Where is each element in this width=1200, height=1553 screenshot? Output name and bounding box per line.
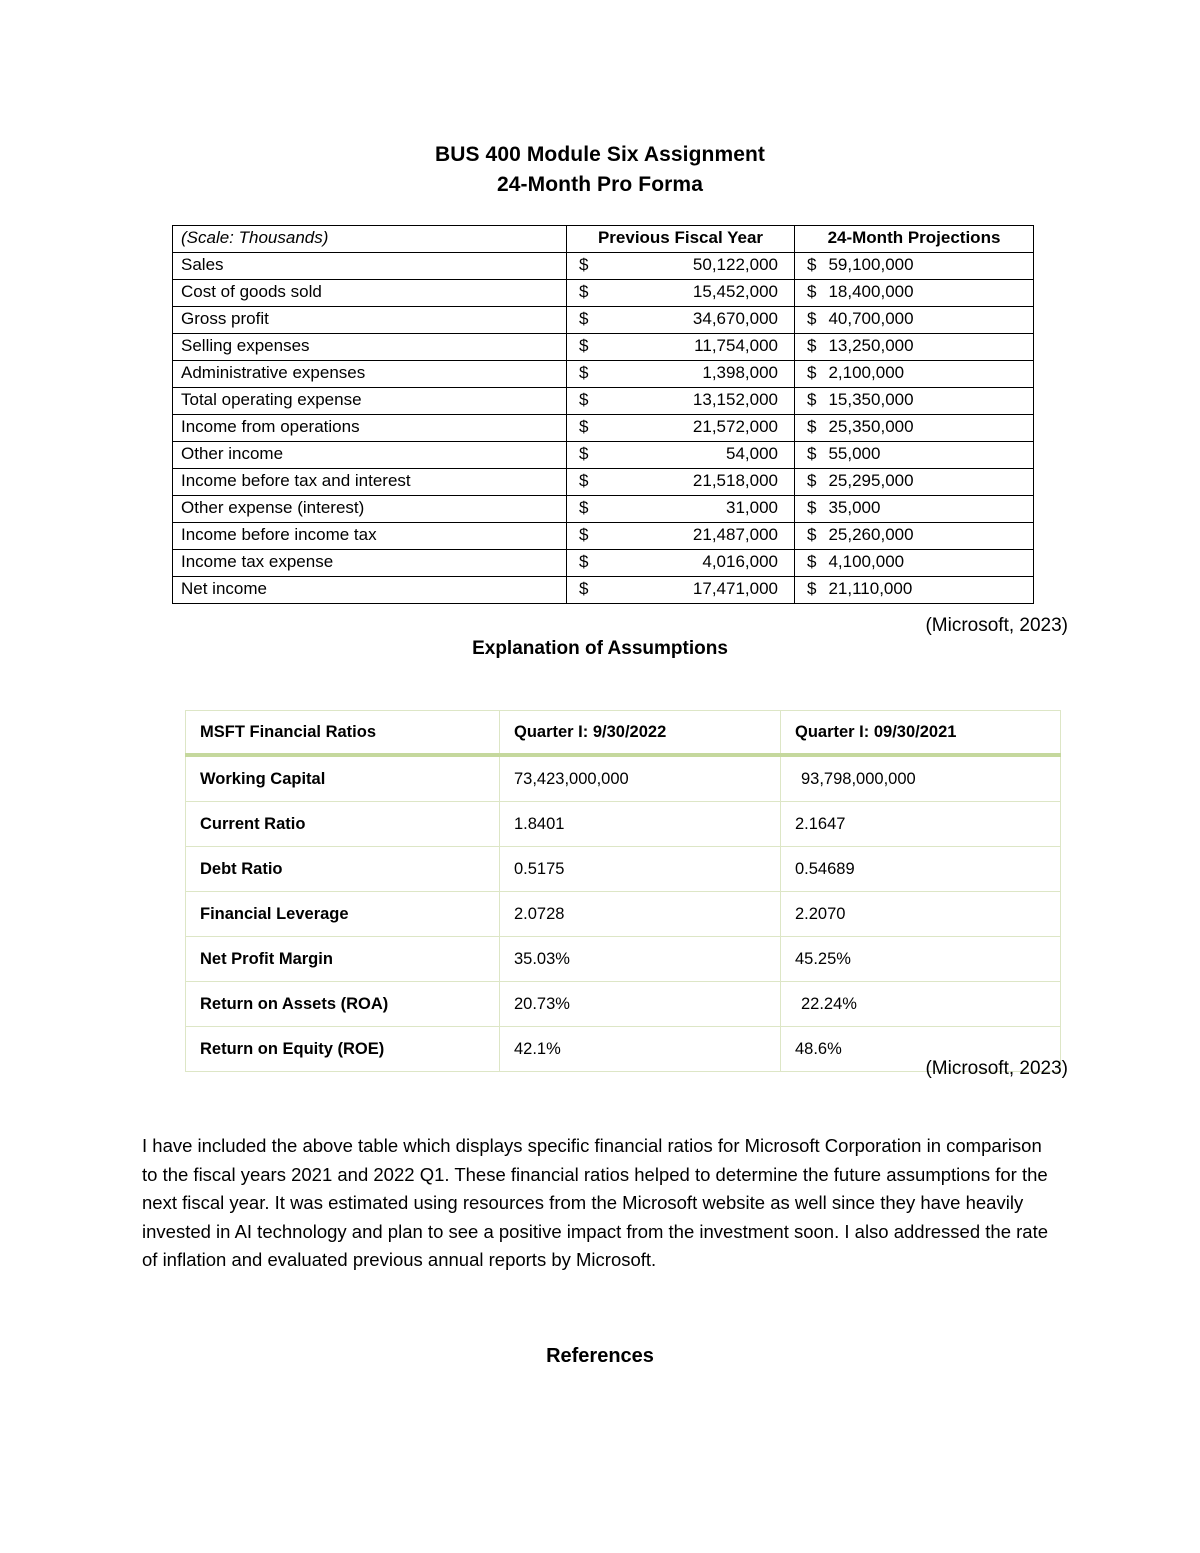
table-row [173,469,1034,496]
currency-symbol: $ [807,309,817,329]
amount-value: 55,000 [828,444,881,464]
currency-symbol: $ [807,282,817,302]
ratios-header-row [186,711,1061,756]
ratio-name: Return on Equity (ROE) [186,1027,500,1072]
pro-forma-row-previous [567,253,795,280]
table-row [173,415,1034,442]
ratio-value-q2022: 2.0728 [500,892,781,937]
assumptions-heading: Explanation of Assumptions [472,638,728,659]
ratio-value-q2021: 48.6% [781,1027,1061,1072]
ratio-name: Working Capital [186,755,500,802]
citation-pro-forma: (Microsoft, 2023) [925,615,1068,636]
currency-symbol: $ [579,282,589,302]
amount-value: 21,110,000 [828,579,913,599]
table-row [173,388,1034,415]
pro-forma-table-head [173,226,1034,253]
pro-forma-row-previous [567,334,795,361]
pro-forma-row-label: Other expense (interest) [173,496,567,523]
table-row [173,361,1034,388]
pro-forma-row-label: Other income [173,442,567,469]
pro-forma-row-label: Income before income tax [173,523,567,550]
table-row [173,280,1034,307]
pro-forma-row-previous [567,496,795,523]
ratio-value-q2021: 93,798,000,000 [781,755,1061,802]
table-row [186,802,1061,847]
currency-symbol: $ [579,471,589,491]
amount-value: 54,000 [726,444,778,464]
table-row [173,496,1034,523]
ratio-name: Current Ratio [186,802,500,847]
pro-forma-row-previous [567,550,795,577]
amount-value: 11,754,000 [694,336,778,356]
currency-symbol: $ [579,552,589,572]
pro-forma-row-label: Gross profit [173,307,567,334]
pro-forma-row-label: Selling expenses [173,334,567,361]
pro-forma-row-label: Income tax expense [173,550,567,577]
pro-forma-row-projection [795,415,1034,442]
pro-forma-row-label: Cost of goods sold [173,280,567,307]
amount-value: 13,250,000 [828,336,914,356]
ratio-value-q2021: 0.54689 [781,847,1061,892]
currency-symbol: $ [807,444,817,464]
pro-forma-row-projection [795,469,1034,496]
ratio-value-q2022: 42.1% [500,1027,781,1072]
document-subtitle-line-2: 24-Month Pro Forma [497,173,703,196]
pro-forma-row-projection [795,523,1034,550]
pro-forma-header-previous: Previous Fiscal Year [567,226,795,253]
pro-forma-header-scale: (Scale: Thousands) [173,226,567,253]
pro-forma-row-previous [567,307,795,334]
ratio-value-q2022: 20.73% [500,982,781,1027]
amount-value: 25,295,000 [828,471,914,491]
ratio-name: Financial Leverage [186,892,500,937]
pro-forma-row-projection [795,388,1034,415]
amount-value: 25,260,000 [828,525,914,545]
currency-symbol: $ [807,471,817,491]
financial-ratios-table [185,710,1061,1072]
table-row [173,442,1034,469]
pro-forma-row-label: Income from operations [173,415,567,442]
pro-forma-row-projection [795,550,1034,577]
pro-forma-table-body [173,253,1034,604]
pro-forma-row-label: Net income [173,577,567,604]
table-row [186,982,1061,1027]
body-paragraph: I have included the above table which displays specific financial ratios for Microsoft Corporation in comparison to the fiscal years 2021 and 2022 Q1. These financial ratios helped to determine the future assumptions for the next fiscal year. It was estimated using resources from the Microsoft website as well since they have heavily invested in AI technology and plan to see a positive impact from the investment soon. I also addressed the rate of inflation and evaluated previous annual reports by Microsoft. [142,1135,1049,1270]
document-title-line-1: BUS 400 Module Six Assignment [434,143,766,166]
currency-symbol: $ [807,363,817,383]
amount-value: 21,572,000 [692,417,778,437]
currency-symbol: $ [579,309,589,329]
table-row [186,847,1061,892]
pro-forma-table [172,225,1034,604]
amount-value: 4,100,000 [828,552,905,572]
table-row [186,892,1061,937]
amount-value: 34,670,000 [692,309,778,329]
currency-symbol: $ [807,525,817,545]
currency-symbol: $ [579,525,589,545]
ratios-table-head [186,711,1061,756]
ratio-value-q2021: 2.1647 [781,802,1061,847]
ratio-value-q2022: 0.5175 [500,847,781,892]
pro-forma-row-projection [795,334,1034,361]
currency-symbol: $ [579,498,589,518]
amount-value: 18,400,000 [828,282,914,302]
amount-value: 25,350,000 [828,417,914,437]
currency-symbol: $ [579,417,589,437]
pro-forma-row-previous [567,415,795,442]
amount-value: 21,518,000 [692,471,778,491]
ratios-header-q2022: Quarter I: 9/30/2022 [500,711,781,756]
table-row [173,307,1034,334]
ratio-value-q2022: 35.03% [500,937,781,982]
pro-forma-row-previous [567,577,795,604]
currency-symbol: $ [807,552,817,572]
amount-value: 4,016,000 [702,552,778,572]
pro-forma-row-label: Total operating expense [173,388,567,415]
table-row [173,253,1034,280]
amount-value: 13,152,000 [692,390,778,410]
pro-forma-row-previous [567,523,795,550]
amount-value: 21,487,000 [692,525,778,545]
ratio-value-q2021: 22.24% [781,982,1061,1027]
table-row [173,577,1034,604]
currency-symbol: $ [807,390,817,410]
pro-forma-row-projection [795,253,1034,280]
currency-symbol: $ [579,444,589,464]
pro-forma-row-projection [795,361,1034,388]
table-row [173,334,1034,361]
amount-value: 17,471,000 [692,579,778,599]
pro-forma-row-previous [567,280,795,307]
ratio-name: Return on Assets (ROA) [186,982,500,1027]
ratio-name: Net Profit Margin [186,937,500,982]
amount-value: 1,398,000 [702,363,778,383]
amount-value: 35,000 [828,498,881,518]
ratios-table-body [186,755,1061,1072]
amount-value: 15,452,000 [692,282,778,302]
pro-forma-row-label: Sales [173,253,567,280]
pro-forma-row-projection [795,280,1034,307]
references-heading: References [546,1345,654,1367]
currency-symbol: $ [579,255,589,275]
pro-forma-row-label: Administrative expenses [173,361,567,388]
table-row [173,550,1034,577]
pro-forma-row-projection [795,496,1034,523]
amount-value: 40,700,000 [828,309,914,329]
currency-symbol: $ [579,336,589,356]
pro-forma-row-previous [567,361,795,388]
currency-symbol: $ [579,363,589,383]
currency-symbol: $ [807,579,817,599]
ratio-name: Debt Ratio [186,847,500,892]
amount-value: 2,100,000 [828,363,905,383]
ratio-value-q2022: 1.8401 [500,802,781,847]
pro-forma-row-label: Income before tax and interest [173,469,567,496]
pro-forma-row-projection [795,307,1034,334]
pro-forma-row-previous [567,442,795,469]
table-row [173,523,1034,550]
pro-forma-header-row [173,226,1034,253]
citation-ratios: (Microsoft, 2023) [925,1058,1068,1079]
amount-value: 59,100,000 [828,255,914,275]
currency-symbol: $ [807,255,817,275]
pro-forma-row-projection [795,577,1034,604]
amount-value: 50,122,000 [692,255,778,275]
pro-forma-row-projection [795,442,1034,469]
pro-forma-header-projection: 24-Month Projections [795,226,1034,253]
pro-forma-row-previous [567,388,795,415]
amount-value: 15,350,000 [828,390,914,410]
table-row [186,755,1061,802]
ratios-header-name: MSFT Financial Ratios [186,711,500,756]
pro-forma-row-previous [567,469,795,496]
amount-value: 31,000 [726,498,778,518]
currency-symbol: $ [807,498,817,518]
currency-symbol: $ [807,417,817,437]
currency-symbol: $ [807,336,817,356]
currency-symbol: $ [579,579,589,599]
currency-symbol: $ [579,390,589,410]
table-row [186,937,1061,982]
ratio-value-q2021: 45.25% [781,937,1061,982]
ratio-value-q2021: 2.2070 [781,892,1061,937]
ratio-value-q2022: 73,423,000,000 [500,755,781,802]
ratios-header-q2021: Quarter I: 09/30/2021 [781,711,1061,756]
